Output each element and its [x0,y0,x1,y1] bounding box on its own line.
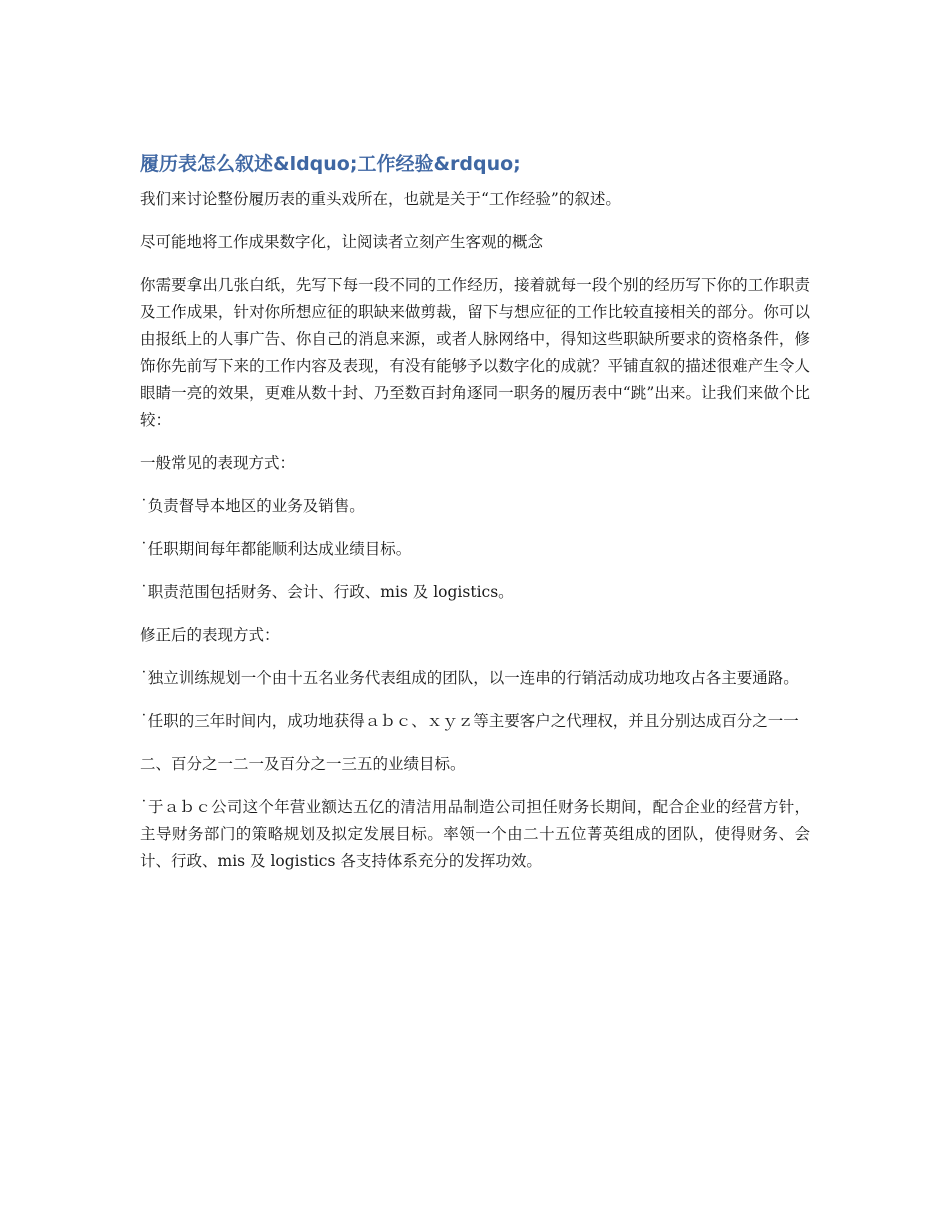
body-paragraph: 你需要拿出几张白纸，先写下每一段不同的工作经历，接着就每一段个别的经历写下你的工作职责及工作成果，针对你所想应征的职缺来做剪裁，留下与想应征的工作比较直接相关的部分。你可以由报纸上的人事广告、你自己的消息来源，或者人脉网络中，得知这些职缺所要求的资格条件，修饰你先前写下来的工作内容及表现，有没有能够予以数字化的成就？平铺直叙的描述很难产生令人眼睛一亮的效果，更难从数十封、乃至数百封角逐同一职务的履历表中“跳”出来。让我们来做个比较： [140,276,810,429]
common-bullet-1: ˙负责督导本地区的业务及销售。 [140,497,365,515]
revised-bullet-1: ˙独立训练规划一个由十五名业务代表组成的团队，以一连串的行销活动成功地攻占各主要通路。 [140,669,799,687]
revised-bullet-2: ˙任职的三年时间内，成功地获得ａｂｃ、ｘｙｚ等主要客户之代理权，并且分别达成百分之一一 [140,712,799,730]
common-bullet-2: ˙任职期间每年都能顺利达成业绩目标。 [140,540,412,558]
intro-paragraph: 我们来讨论整份履历表的重头戏所在，也就是关于“工作经验”的叙述。 [140,190,621,208]
document-title: 履历表怎么叙述&ldquo;工作经验&rdquo; [140,153,521,175]
common-style-label: 一般常见的表现方式： [140,454,296,472]
revised-style-label: 修正后的表现方式： [140,626,280,644]
document-page [140,150,810,891]
revised-bullet-2-continued: 二、百分之一二一及百分之一三五的业绩目标。 [140,755,466,773]
tip-heading: 尽可能地将工作成果数字化，让阅读者立刻产生客观的概念 [140,233,544,251]
revised-bullet-3: ˙于ａｂｃ公司这个年营业额达五亿的清洁用品制造公司担任财务长期间，配合企业的经营方针，主导财务部门的策略规划及拟定发展目标。率领一个由二十五位菁英组成的团队，使得财务、会计、行政、mis 及 logistics 各支持体系充分的发挥功效。 [140,798,810,870]
common-bullet-3: ˙职责范围包括财务、会计、行政、mis 及 logistics。 [140,583,514,601]
